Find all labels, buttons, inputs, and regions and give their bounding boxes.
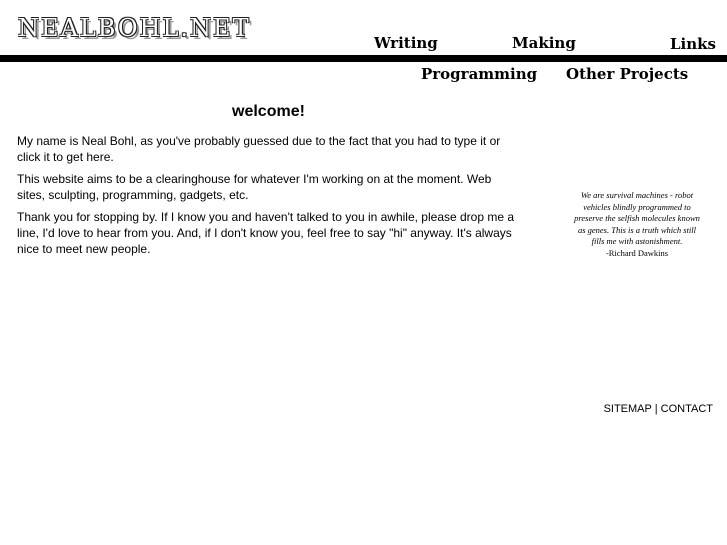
nav-programming[interactable]: Programming (421, 65, 538, 83)
thanks-paragraph: Thank you for stopping by. If I know you and haven't talked to you in awhile, please drop me a line, I'd love to hear from you. And, if I don't know you, feel free to say "hi" anyway. It's always nice to meet new people. (17, 210, 515, 256)
nav-writing[interactable]: Writing (374, 34, 438, 52)
site-logo[interactable]: NEALBOHL.NET (18, 14, 251, 42)
sitemap-link[interactable]: SITEMAP (603, 403, 652, 415)
page-title: welcome! (232, 103, 305, 120)
purpose-paragraph: This website aims to be a clearinghouse for whatever I'm working on at the moment. Web sites, sculpting, programming, gadgets, etc. (17, 172, 492, 202)
nav-other-projects[interactable]: Other Projects (566, 65, 689, 83)
intro-paragraph: My name is Neal Bohl, as you've probably guessed due to the fact that you had to type it or click it to get here. (17, 134, 501, 164)
main-content (17, 133, 522, 263)
quote-author: -Richard Dawkins (605, 247, 669, 258)
header-divider (0, 55, 727, 62)
contact-link[interactable]: CONTACT (660, 403, 713, 415)
nav-making[interactable]: Making (512, 34, 576, 52)
footer-links (604, 403, 713, 415)
quote-text: We are survival machines - robot vehicles blindly programmed to preserve the selfish molecules known as genes. This is a truth which still fills me with astonishment. (574, 190, 700, 246)
nav-links[interactable]: Links (670, 35, 716, 53)
sidebar-quote (574, 190, 700, 259)
footer-separator: | (654, 403, 658, 415)
